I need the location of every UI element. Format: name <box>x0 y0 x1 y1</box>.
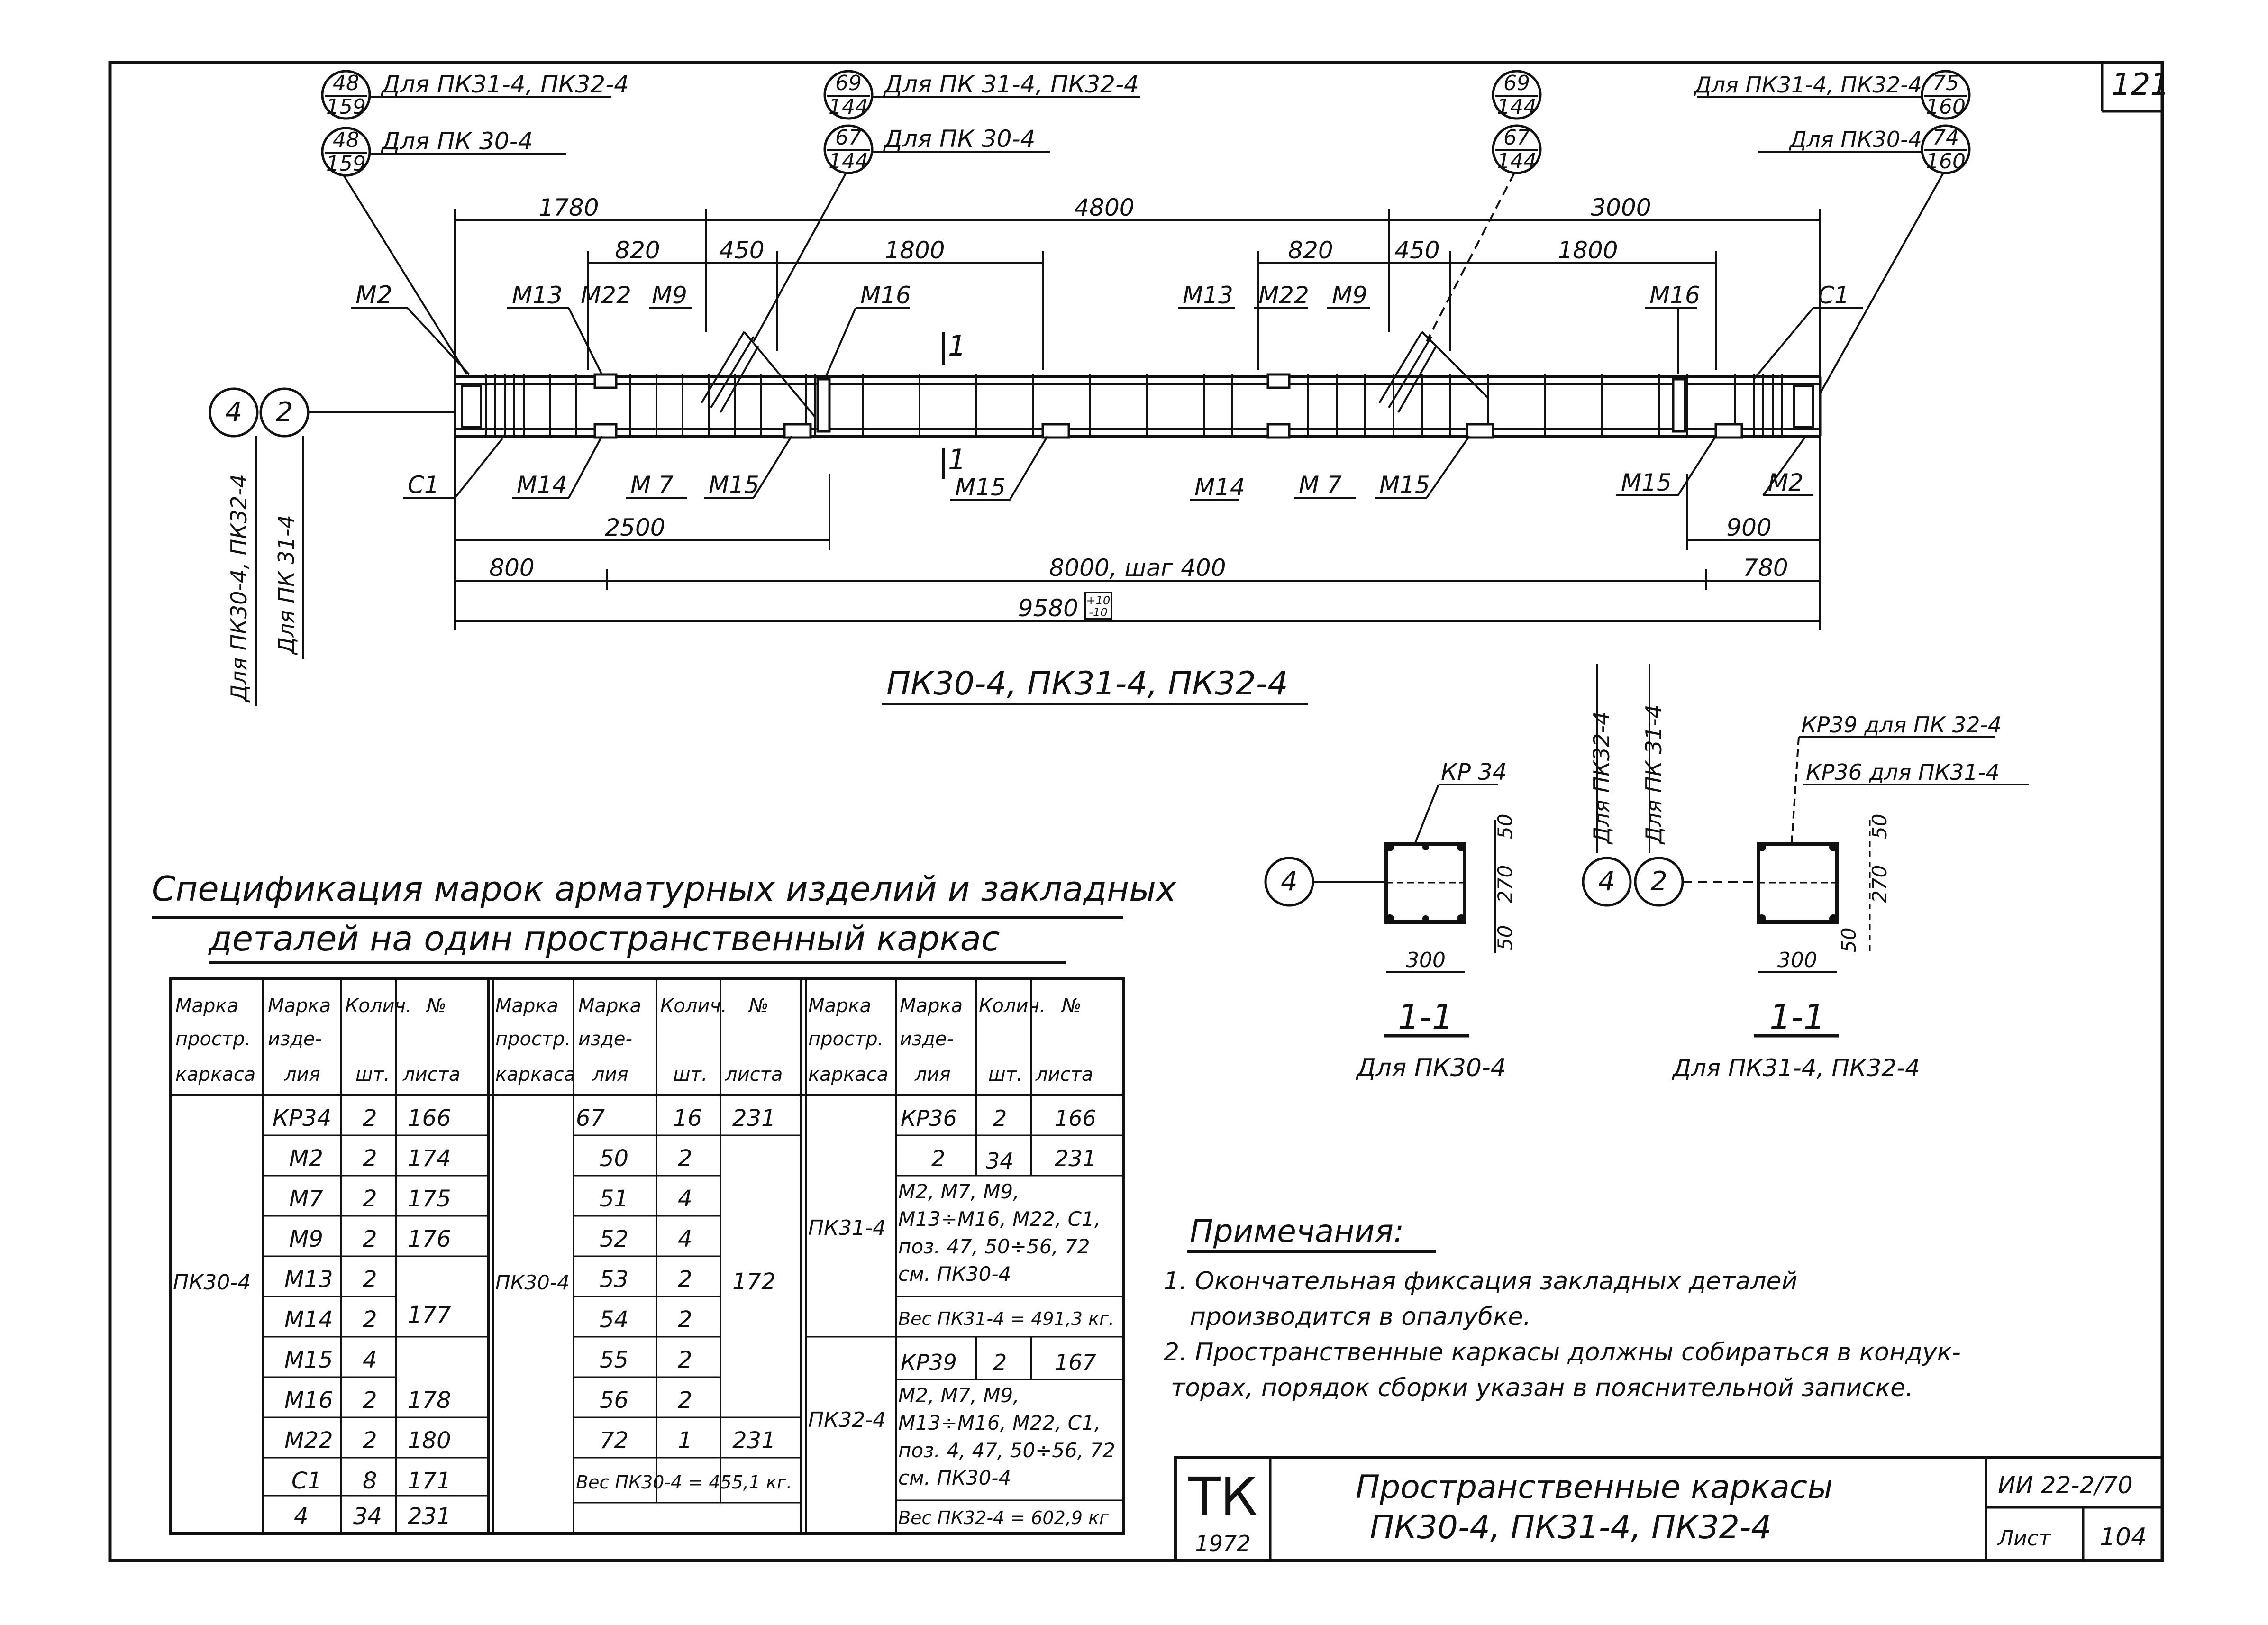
svg-text:74: 74 <box>1932 126 1959 150</box>
svg-text:ПК30-4: ПК30-4 <box>495 1271 570 1294</box>
svg-text:шт.: шт. <box>673 1064 708 1086</box>
svg-text:-10: -10 <box>1089 606 1108 619</box>
svg-text:1-1: 1-1 <box>1398 997 1454 1037</box>
svg-text:М 7: М 7 <box>1299 471 1342 499</box>
svg-text:50: 50 <box>1494 813 1517 839</box>
svg-text:300: 300 <box>1777 948 1817 972</box>
svg-text:ПК30-4, ПК31-4, ПК32-4: ПК30-4, ПК31-4, ПК32-4 <box>1370 1509 1772 1546</box>
svg-text:4: 4 <box>363 1347 377 1373</box>
svg-text:+10: +10 <box>1086 594 1111 607</box>
svg-text:КР36: КР36 <box>901 1105 957 1131</box>
svg-text:Для ПК30-4: Для ПК30-4 <box>1789 127 1922 152</box>
svg-text:Для ПК32-4: Для ПК32-4 <box>1589 711 1614 844</box>
svg-text:М15: М15 <box>1621 469 1672 496</box>
svg-text:ПК32-4: ПК32-4 <box>808 1408 886 1432</box>
svg-text:1800: 1800 <box>1558 237 1618 264</box>
svg-text:КР39: КР39 <box>901 1350 957 1375</box>
svg-text:69: 69 <box>835 71 862 95</box>
svg-text:Для ПК30-4, ПК32-4: Для ПК30-4, ПК32-4 <box>226 474 252 702</box>
svg-text:листа: листа <box>725 1064 783 1086</box>
spec-pk32-note: М2, М7, М9, М13÷М16, М22, С1, поз. 4, 47, 50÷56, 72 см. ПК30-4 <box>898 1384 1115 1489</box>
svg-text:1780: 1780 <box>538 194 599 221</box>
svg-text:шт.: шт. <box>988 1064 1023 1086</box>
svg-text:50: 50 <box>600 1145 629 1172</box>
callout-group-right <box>1427 71 1969 393</box>
svg-text:166: 166 <box>1055 1105 1096 1131</box>
vertical-labels-left <box>226 436 303 706</box>
title-block <box>1175 1458 2162 1561</box>
svg-text:Пространственные каркасы: Пространственные каркасы <box>1356 1469 1833 1506</box>
svg-text:1: 1 <box>948 443 966 476</box>
svg-text:180: 180 <box>408 1427 451 1454</box>
svg-text:простр.: простр. <box>495 1028 571 1050</box>
svg-text:лия: лия <box>915 1064 951 1086</box>
spec-table <box>171 979 1123 1534</box>
svg-text:144: 144 <box>829 149 868 173</box>
svg-text:2: 2 <box>363 1427 377 1454</box>
svg-text:2500: 2500 <box>605 514 665 541</box>
main-elevation <box>210 281 1863 501</box>
svg-text:каркаса: каркаса <box>175 1064 256 1086</box>
svg-text:КР 34: КР 34 <box>1441 759 1507 785</box>
svg-text:820: 820 <box>615 237 660 264</box>
svg-text:4: 4 <box>225 397 242 428</box>
svg-text:простр.: простр. <box>175 1028 251 1050</box>
svg-text:М16: М16 <box>284 1387 333 1414</box>
svg-text:Для ПК31-4, ПК32-4: Для ПК31-4, ПК32-4 <box>382 71 629 98</box>
svg-text:Лист: Лист <box>1998 1526 2051 1551</box>
svg-text:Вес ПК30-4 = 455,1 кг.: Вес ПК30-4 = 455,1 кг. <box>576 1472 792 1493</box>
svg-text:Для ПК 31-4: Для ПК 31-4 <box>1641 704 1667 844</box>
svg-text:67: 67 <box>835 126 862 150</box>
svg-text:С1: С1 <box>291 1468 322 1494</box>
svg-text:ИИ 22-2/70: ИИ 22-2/70 <box>1998 1471 2133 1499</box>
svg-text:КР36 для ПК31-4: КР36 для ПК31-4 <box>1806 759 2000 785</box>
svg-text:75: 75 <box>1932 71 1959 95</box>
svg-text:166: 166 <box>408 1105 451 1132</box>
svg-text:КР34: КР34 <box>273 1105 332 1132</box>
svg-text:М15: М15 <box>284 1347 333 1373</box>
svg-text:М22: М22 <box>284 1427 333 1454</box>
svg-text:820: 820 <box>1288 237 1333 264</box>
svg-text:№: № <box>749 995 769 1017</box>
svg-text:48: 48 <box>333 71 359 95</box>
svg-text:М14: М14 <box>1194 474 1245 501</box>
spec-block-pk31-32 <box>806 1105 1123 1528</box>
svg-text:М16: М16 <box>860 282 911 309</box>
svg-text:4: 4 <box>678 1226 692 1252</box>
svg-text:М13: М13 <box>512 282 563 309</box>
svg-text:№: № <box>1062 995 1082 1017</box>
svg-text:160: 160 <box>1926 149 1966 173</box>
svg-text:1-1: 1-1 <box>1769 997 1825 1037</box>
svg-text:М9: М9 <box>289 1226 323 1252</box>
svg-text:231: 231 <box>408 1503 451 1530</box>
svg-text:М 7: М 7 <box>630 471 674 499</box>
svg-text:Колич.: Колич. <box>345 995 412 1017</box>
svg-text:2: 2 <box>363 1387 377 1414</box>
svg-text:2: 2 <box>678 1387 692 1414</box>
svg-text:ПК30-4: ПК30-4 <box>173 1270 251 1295</box>
svg-text:800: 800 <box>489 554 535 582</box>
svg-text:КР39 для ПК 32-4: КР39 для ПК 32-4 <box>1801 712 2002 738</box>
svg-text:144: 144 <box>1497 149 1537 173</box>
svg-text:Вес ПК31-4 = 491,3 кг.: Вес ПК31-4 = 491,3 кг. <box>898 1308 1115 1329</box>
svg-text:Вес ПК32-4 = 602,9 кг: Вес ПК32-4 = 602,9 кг <box>898 1507 1109 1528</box>
spec-block-pk30 <box>173 1105 488 1530</box>
svg-text:450: 450 <box>1394 237 1440 264</box>
svg-text:Марка: Марка <box>808 995 872 1017</box>
svg-text:4: 4 <box>294 1503 309 1530</box>
bottom-dimension-chain <box>455 374 1820 630</box>
svg-text:159: 159 <box>326 152 366 176</box>
svg-text:М13: М13 <box>1183 282 1233 309</box>
svg-text:50: 50 <box>1494 925 1517 950</box>
svg-text:изде-: изде- <box>578 1028 632 1050</box>
svg-text:34: 34 <box>353 1503 383 1530</box>
svg-text:231: 231 <box>732 1427 776 1454</box>
svg-text:144: 144 <box>829 95 868 119</box>
svg-text:Для ПК 31-4: Для ПК 31-4 <box>273 515 299 654</box>
svg-text:листа: листа <box>1036 1064 1093 1086</box>
svg-text:50: 50 <box>1868 813 1891 839</box>
svg-text:72: 72 <box>600 1427 629 1454</box>
svg-text:174: 174 <box>408 1145 451 1172</box>
svg-text:67: 67 <box>1503 126 1530 150</box>
svg-text:каркаса: каркаса <box>495 1064 576 1086</box>
svg-text:4: 4 <box>1598 866 1615 897</box>
svg-text:изде-: изде- <box>268 1028 322 1050</box>
svg-text:М22: М22 <box>1258 282 1309 309</box>
svg-text:торах, порядок сборки указан в: торах, порядок сборки указан в пояснительной записке. <box>1171 1374 1913 1402</box>
svg-text:176: 176 <box>408 1226 451 1252</box>
svg-text:52: 52 <box>600 1226 629 1252</box>
svg-text:Марка: Марка <box>578 995 642 1017</box>
svg-text:Для ПК 31-4, ПК32-4: Для ПК 31-4, ПК32-4 <box>884 71 1139 98</box>
svg-text:изде-: изде- <box>900 1028 954 1050</box>
svg-text:8000, шаг 400: 8000, шаг 400 <box>1049 554 1226 582</box>
svg-text:3000: 3000 <box>1591 194 1651 221</box>
svg-text:1. Окончательная фиксация закл: 1. Окончательная фиксация закладных деталей <box>1164 1267 1798 1296</box>
svg-text:2: 2 <box>993 1105 1007 1131</box>
svg-text:Для ПК31-4, ПК32-4: Для ПК31-4, ПК32-4 <box>1673 1054 1920 1082</box>
svg-text:780: 780 <box>1743 554 1788 582</box>
svg-text:Марка: Марка <box>495 995 559 1017</box>
svg-text:простр.: простр. <box>808 1028 884 1050</box>
svg-text:Для ПК31-4, ПК32-4: Для ПК31-4, ПК32-4 <box>1694 72 1922 98</box>
spec-title-line1: Спецификация марок арматурных изделий и закладных <box>152 869 1176 909</box>
svg-text:лия: лия <box>284 1064 320 1086</box>
svg-text:2: 2 <box>276 397 293 428</box>
svg-text:М16: М16 <box>1649 282 1700 309</box>
svg-text:Примечания:: Примечания: <box>1190 1213 1404 1250</box>
svg-text:34: 34 <box>986 1148 1014 1174</box>
spec-title-line2: деталей на один пространственный каркас <box>209 919 1000 959</box>
svg-text:178: 178 <box>408 1387 451 1414</box>
svg-text:2: 2 <box>363 1186 377 1212</box>
svg-text:48: 48 <box>333 128 359 152</box>
svg-text:М13: М13 <box>284 1266 333 1293</box>
svg-text:159: 159 <box>326 95 366 119</box>
svg-text:54: 54 <box>600 1306 629 1333</box>
svg-text:177: 177 <box>408 1302 451 1328</box>
svg-text:2: 2 <box>363 1226 377 1252</box>
svg-text:167: 167 <box>1055 1350 1096 1375</box>
svg-text:Марка: Марка <box>175 995 239 1017</box>
svg-text:4800: 4800 <box>1074 194 1135 221</box>
svg-text:Для ПК 30-4: Для ПК 30-4 <box>382 128 533 155</box>
svg-text:450: 450 <box>719 237 765 264</box>
svg-text:Колич.: Колич. <box>979 995 1046 1017</box>
svg-text:1800: 1800 <box>884 237 945 264</box>
svg-text:М2: М2 <box>355 281 392 310</box>
svg-text:104: 104 <box>2100 1523 2147 1552</box>
drawing-title: ПК30-4, ПК31-4, ПК32-4 <box>886 665 1288 703</box>
svg-text:2. Пространственные каркасы до: 2. Пространственные каркасы должны собираться в кондук- <box>1164 1338 1961 1367</box>
svg-text:51: 51 <box>600 1186 629 1212</box>
svg-text:1: 1 <box>948 329 966 363</box>
svg-text:каркаса: каркаса <box>808 1064 889 1086</box>
svg-text:Для ПК30-4: Для ПК30-4 <box>1357 1054 1506 1082</box>
svg-text:2: 2 <box>678 1306 692 1333</box>
svg-text:М2: М2 <box>289 1145 323 1172</box>
svg-text:№: № <box>427 995 446 1017</box>
svg-text:2: 2 <box>678 1266 692 1293</box>
svg-text:2: 2 <box>363 1306 377 1333</box>
svg-text:М15: М15 <box>1379 471 1430 499</box>
svg-text:231: 231 <box>732 1105 776 1132</box>
svg-text:56: 56 <box>600 1387 629 1414</box>
svg-text:производится в опалубке.: производится в опалубке. <box>1190 1303 1531 1331</box>
svg-text:67: 67 <box>576 1105 605 1132</box>
svg-text:2: 2 <box>1650 866 1667 897</box>
svg-text:300: 300 <box>1406 948 1446 972</box>
svg-text:171: 171 <box>408 1468 451 1494</box>
spec-block-pk30-cont <box>495 1105 801 1503</box>
svg-text:М14: М14 <box>284 1306 333 1333</box>
svg-text:М14: М14 <box>517 471 567 499</box>
svg-text:Колич.: Колич. <box>660 995 727 1017</box>
svg-text:1: 1 <box>678 1427 692 1454</box>
svg-text:270: 270 <box>1494 865 1517 903</box>
svg-text:С1: С1 <box>1818 282 1849 309</box>
svg-text:М9: М9 <box>652 282 687 309</box>
svg-text:4: 4 <box>678 1186 692 1212</box>
svg-text:М15: М15 <box>709 471 759 499</box>
svg-text:175: 175 <box>408 1186 451 1212</box>
svg-text:С1: С1 <box>408 471 439 499</box>
svg-text:231: 231 <box>1055 1146 1096 1171</box>
svg-text:2: 2 <box>363 1266 377 1293</box>
svg-text:144: 144 <box>1497 95 1537 119</box>
notes <box>1164 1213 1961 1402</box>
svg-text:1972: 1972 <box>1195 1531 1251 1556</box>
svg-text:2: 2 <box>993 1350 1007 1375</box>
svg-text:2: 2 <box>363 1145 377 1172</box>
section-1-1-pk30 <box>1266 759 1517 1082</box>
sheet-corner-number: 121 <box>2112 67 2170 102</box>
sheet-frame <box>110 63 2162 1561</box>
svg-text:2: 2 <box>678 1347 692 1373</box>
svg-text:69: 69 <box>1503 71 1530 95</box>
svg-text:4: 4 <box>1281 866 1298 897</box>
svg-text:ПК31-4: ПК31-4 <box>808 1216 886 1240</box>
svg-text:8: 8 <box>363 1468 377 1494</box>
svg-text:9580: 9580 <box>1018 594 1078 622</box>
svg-text:М7: М7 <box>289 1186 323 1212</box>
svg-text:шт.: шт. <box>355 1064 390 1086</box>
svg-text:16: 16 <box>673 1105 702 1132</box>
section-1-1-pk31-32 <box>1583 664 2029 1082</box>
svg-text:53: 53 <box>600 1266 629 1293</box>
svg-text:172: 172 <box>732 1269 776 1295</box>
svg-text:лия: лия <box>592 1064 628 1086</box>
svg-text:М22: М22 <box>581 282 631 309</box>
svg-text:2: 2 <box>678 1145 692 1172</box>
svg-text:2: 2 <box>931 1146 946 1171</box>
svg-text:М15: М15 <box>955 474 1006 501</box>
svg-text:270: 270 <box>1868 865 1891 903</box>
callout-group-left <box>322 71 629 374</box>
svg-text:ТК: ТК <box>1188 1466 1257 1527</box>
svg-text:Для ПК 30-4: Для ПК 30-4 <box>884 125 1036 153</box>
svg-text:Марка: Марка <box>268 995 331 1017</box>
svg-text:М9: М9 <box>1332 282 1367 309</box>
spec-pk31-note: М2, М7, М9, М13÷М16, М22, С1, поз. 47, 50÷56, 72 см. ПК30-4 <box>898 1180 1101 1286</box>
svg-text:55: 55 <box>600 1347 629 1373</box>
svg-text:листа: листа <box>403 1064 461 1086</box>
svg-text:160: 160 <box>1926 95 1966 119</box>
svg-text:900: 900 <box>1726 514 1772 541</box>
svg-text:50: 50 <box>1837 927 1860 953</box>
svg-text:Марка: Марка <box>900 995 963 1017</box>
svg-text:М2: М2 <box>1768 469 1803 496</box>
svg-text:2: 2 <box>363 1105 377 1132</box>
